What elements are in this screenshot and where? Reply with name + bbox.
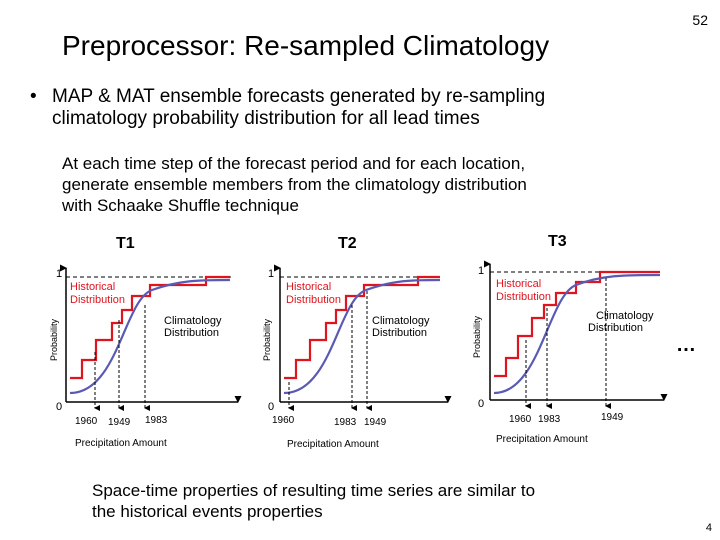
panel-t1-year-1960: 1960 <box>75 416 98 427</box>
panel-t1-climatology-label-1: Climatology <box>164 315 222 327</box>
panel-t3-year-1983: 1983 <box>538 414 561 425</box>
panel-t3 <box>472 233 664 445</box>
panel-t3-y-bottom: 0 <box>478 398 485 410</box>
panel-t3-historical-label-2: Distribution <box>496 291 552 303</box>
panel-t1-ylabel: Probability <box>49 318 59 362</box>
slide-number: 52 <box>692 12 708 28</box>
slide-title: Preprocessor: Re-sampled Climatology <box>62 30 550 61</box>
panel-t1-y-bottom: 0 <box>56 401 63 413</box>
panel-t1-label: T1 <box>116 235 135 252</box>
sub-line-1: At each time step of the forecast period and for each location, <box>62 154 526 173</box>
panel-t2-label: T2 <box>338 235 357 252</box>
bullet-dot-icon: • <box>30 86 37 107</box>
panel-t3-historical-label-1: Historical <box>496 278 542 290</box>
panel-t3-ylabel: Probability <box>472 315 482 359</box>
panel-t2-climatology-label-1: Climatology <box>372 315 430 327</box>
panel-t2-y-bottom: 0 <box>268 401 275 413</box>
panel-t2-historical-label-2: Distribution <box>286 294 342 306</box>
panel-t2-year-1949: 1949 <box>364 417 387 428</box>
bullet-line-2: climatology probability distribution for all lead times <box>52 108 480 129</box>
panel-t2-year-1983: 1983 <box>334 417 357 428</box>
panel-t2-xlabel: Precipitation Amount <box>287 439 379 450</box>
sub-line-2: generate ensemble members from the climatology distribution <box>62 175 527 194</box>
panel-t2-year-1960: 1960 <box>272 415 295 426</box>
panel-t1-year-1983: 1983 <box>145 415 168 426</box>
bullet-line-1: MAP & MAT ensemble forecasts generated by re-sampling <box>52 86 546 107</box>
panel-t1 <box>49 235 238 449</box>
panel-t1-xlabel: Precipitation Amount <box>75 438 167 449</box>
panel-t1-year-1949: 1949 <box>108 417 131 428</box>
panel-t3-year-1960: 1960 <box>509 414 532 425</box>
panel-t2-y-top: 1 <box>268 268 275 280</box>
panel-t1-historical-label-2: Distribution <box>70 294 126 306</box>
panel-t2-ylabel: Probability <box>262 318 272 362</box>
panel-t3-climatology-label-2: Distribution <box>588 322 644 334</box>
panel-t3-y-top: 1 <box>478 265 485 277</box>
panel-t3-climatology-label-1: Climatology <box>596 310 654 322</box>
panel-t1-y-top: 1 <box>56 268 63 280</box>
panel-t1-historical-label-1: Historical <box>70 281 116 293</box>
sub-line-3: with Schaake Shuffle technique <box>62 196 299 215</box>
panel-t3-xlabel: Precipitation Amount <box>496 434 588 445</box>
footer-line-2: the historical events properties <box>92 502 323 521</box>
panel-t2-historical-label-1: Historical <box>286 281 332 293</box>
panel-t1-climatology-label-2: Distribution <box>164 327 220 339</box>
panel-t2 <box>262 235 448 450</box>
panel-t2-climatology-label-2: Distribution <box>372 327 428 339</box>
panel-t3-label: T3 <box>548 233 567 250</box>
footer-text <box>92 480 535 522</box>
more-ellipsis: … <box>676 334 696 356</box>
panel-t3-year-1949: 1949 <box>601 412 624 423</box>
footer-line-1: Space-time properties of resulting time series are similar to <box>92 481 536 500</box>
page-number: 4 <box>705 522 712 534</box>
